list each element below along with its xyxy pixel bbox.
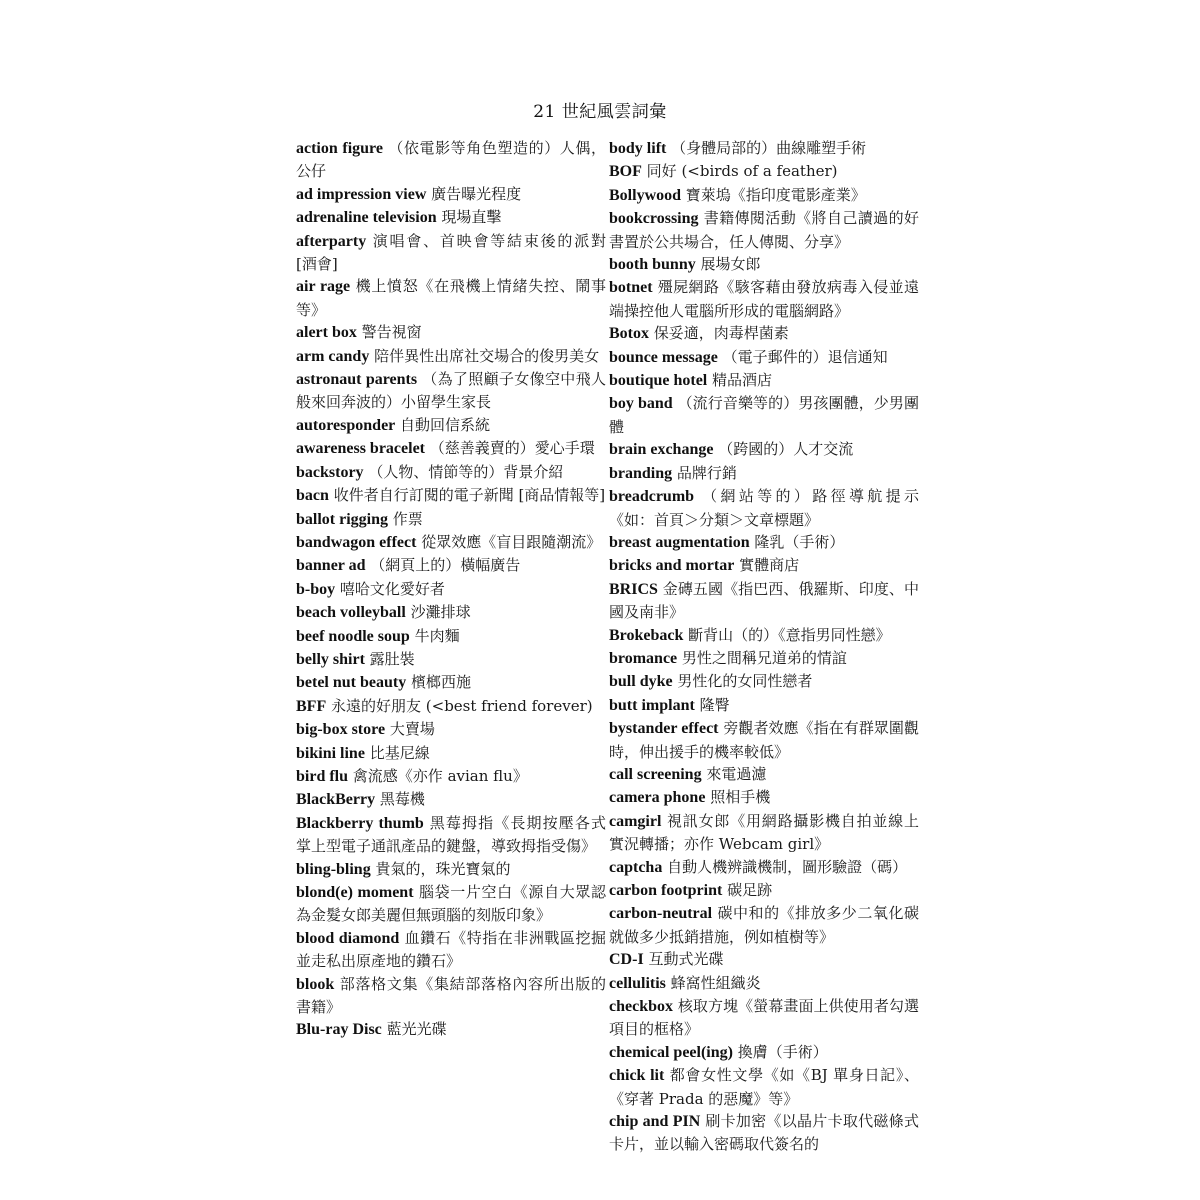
entry-gloss: （網站等的）路徑導航提示《如：首頁＞分類＞文章標題》: [609, 487, 919, 529]
entry-headword: adrenaline television: [296, 209, 437, 227]
entry-headword: blond(e) moment: [296, 884, 414, 901]
entry-headword: BlackBerry: [296, 791, 376, 809]
dictionary-entry: [609, 879, 919, 902]
entry-headword: betel nut beauty: [296, 674, 407, 692]
entry-headword: body lift: [609, 140, 667, 157]
entry-gloss: 禽流感《亦作 avian flu》: [352, 766, 528, 785]
entry-gloss: 警告視窗: [361, 323, 422, 342]
entry-headword: BFF: [296, 697, 327, 715]
entry-headword: ballot rigging: [296, 510, 389, 528]
dictionary-entry: [296, 230, 606, 276]
dictionary-entry: [296, 206, 606, 229]
dictionary-entry: [609, 717, 919, 763]
dictionary-entry: [296, 484, 606, 507]
entry-gloss: 部落格文集《集結部落格內容所出版的書籍》: [296, 974, 606, 1017]
entry-gloss: （網頁上的）橫幅廣告: [370, 556, 521, 575]
entry-gloss: （身體局部的）曲線雕塑手術: [671, 139, 867, 157]
entry-headword: Blu-ray Disc: [296, 1021, 382, 1039]
dictionary-entry: [609, 438, 919, 461]
dictionary-entry: [609, 902, 919, 948]
dictionary-entry: [609, 346, 919, 369]
entry-gloss: 機上憤怒《在飛機上情緒失控、鬧事等》: [296, 277, 606, 319]
entry-gloss: 來電過濾: [706, 764, 767, 783]
dictionary-entry: [296, 788, 606, 811]
dictionary-entry: [609, 948, 919, 971]
entry-gloss: 檳榔西施: [411, 673, 472, 692]
dictionary-entry: [609, 972, 919, 995]
dictionary-entry: [609, 810, 919, 856]
entry-headword: bookcrossing: [609, 210, 699, 228]
entry-headword: BOF: [609, 163, 642, 181]
dictionary-entry: [609, 531, 919, 554]
entry-headword: camgirl: [609, 812, 662, 830]
entry-headword: booth bunny: [609, 256, 696, 274]
entry-headword: call screening: [609, 765, 702, 783]
entry-headword: bacn: [296, 487, 329, 505]
dictionary-entry: [609, 392, 919, 438]
entry-headword: breadcrumb: [609, 488, 695, 506]
entry-gloss: 男性化的女同性戀者: [677, 672, 813, 691]
dictionary-entry: [296, 345, 606, 368]
entry-gloss: 黑莓拇指《長期按壓各式掌上型電子通訊產品的鍵盤，導致拇指受傷》: [296, 813, 606, 856]
right-column: [609, 137, 919, 1156]
entry-headword: autoresponder: [296, 416, 396, 434]
dictionary-entry: [296, 508, 606, 531]
entry-gloss: 隆臀: [699, 695, 730, 714]
entry-headword: Bollywood: [609, 186, 682, 204]
dictionary-entry: [609, 995, 919, 1041]
entry-headword: awareness bracelet: [296, 440, 425, 458]
dictionary-entry: [609, 694, 919, 717]
entry-headword: blook: [296, 975, 335, 993]
dictionary-entry: [609, 276, 919, 322]
entry-headword: bikini line: [296, 744, 365, 762]
dictionary-entry: [609, 856, 919, 879]
dictionary-entry: [296, 648, 606, 671]
entry-headword: boy band: [609, 395, 673, 413]
entry-headword: brain exchange: [609, 441, 714, 459]
dictionary-entry: [609, 578, 919, 624]
entry-gloss: 永遠的好朋友 (<best friend forever): [331, 696, 593, 715]
entry-headword: checkbox: [609, 998, 673, 1016]
dictionary-entry: [296, 531, 606, 554]
entry-headword: ad impression view: [296, 185, 427, 203]
entry-headword: bling-bling: [296, 860, 371, 878]
dictionary-entry: [296, 321, 606, 344]
dictionary-entry: [296, 858, 606, 881]
dictionary-entry: [609, 1064, 919, 1110]
entry-gloss: 隆乳（手術）: [754, 532, 845, 551]
entry-headword: botnet: [609, 279, 653, 297]
dictionary-entry: [609, 1110, 919, 1156]
entry-gloss: 碳足跡: [727, 881, 773, 899]
dictionary-entry: [609, 647, 919, 670]
entry-gloss: 書籍傳閱活動《將自己讀過的好書置於公共場合，任人傳閱、分享》: [609, 209, 919, 251]
entry-gloss: 沙灘排球: [410, 603, 471, 622]
entry-headword: cellulitis: [609, 974, 666, 992]
entry-headword: captcha: [609, 858, 663, 876]
entry-gloss: 陪伴異性出席社交場合的俊男美女: [374, 346, 600, 365]
dictionary-entry: [296, 973, 606, 1019]
entry-gloss: 男性之間稱兄道弟的情誼: [681, 648, 847, 667]
entry-headword: arm candy: [296, 347, 370, 365]
entry-gloss: 自動回信系統: [400, 415, 491, 434]
entry-headword: blood diamond: [296, 929, 400, 947]
entry-headword: astronaut parents: [296, 371, 418, 389]
entry-gloss: 核取方塊《螢幕畫面上供使用者勾選項目的框格》: [609, 997, 919, 1039]
entry-gloss: 藍光光碟: [386, 1020, 447, 1039]
dictionary-entry: [609, 322, 919, 345]
entry-gloss: 演唱會、首映會等結束後的派對 [酒會]: [296, 231, 606, 274]
entry-gloss: （人物、情節等的）背景介紹: [368, 462, 564, 481]
dictionary-entry: [296, 625, 606, 648]
entry-gloss: 血鑽石《特指在非洲戰區挖掘並走私出原產地的鑽石》: [296, 928, 606, 971]
entry-headword: bird flu: [296, 767, 349, 785]
entry-headword: bounce message: [609, 348, 718, 366]
dictionary-entry: [296, 437, 606, 460]
entry-gloss: 比基尼線: [369, 743, 430, 762]
entry-headword: breast augmentation: [609, 533, 750, 551]
entry-headword: chick lit: [609, 1067, 665, 1085]
dictionary-entry: [609, 137, 919, 160]
entry-headword: carbon footprint: [609, 882, 723, 899]
entry-headword: big-box store: [296, 721, 386, 739]
dictionary-entry: [609, 554, 919, 577]
dictionary-entry: [296, 812, 606, 858]
entry-gloss: （電子郵件的）退信通知: [722, 347, 888, 366]
entry-headword: CD-I: [609, 951, 644, 969]
entry-gloss: （為了照顧子女像空中飛人般來回奔波的）小留學生家長: [296, 370, 606, 412]
entry-gloss: 實體商店: [739, 556, 800, 575]
entry-headword: branding: [609, 464, 673, 482]
entry-headword: banner ad: [296, 557, 366, 575]
entry-gloss: 精品酒店: [712, 371, 773, 390]
entry-gloss: 展場女郎: [700, 255, 761, 274]
entry-headword: action figure: [296, 140, 383, 157]
entry-headword: Brokeback: [609, 626, 684, 644]
entry-headword: carbon-neutral: [609, 905, 713, 923]
dictionary-entry: [296, 414, 606, 437]
entry-gloss: 腦袋一片空白《源自大眾認為金髮女郎美麗但無頭腦的刻版印象》: [296, 883, 606, 925]
entry-gloss: （跨國的）人才交流: [718, 440, 854, 459]
entry-gloss: 現場直擊: [441, 208, 502, 227]
entry-headword: bandwagon effect: [296, 533, 417, 551]
entry-gloss: （依電影等角色塑造的）人偶，公仔: [296, 139, 606, 181]
entry-gloss: 自動人機辨識機制，圖形驗證（碼）: [667, 857, 908, 876]
dictionary-entry: [296, 742, 606, 765]
dictionary-entry: [609, 624, 919, 647]
entry-gloss: 寶萊塢《指印度電影產業》: [685, 185, 866, 204]
entry-headword: BRICS: [609, 580, 658, 598]
entry-gloss: 作票: [392, 509, 423, 528]
entry-gloss: 廣告曝光程度: [431, 184, 522, 203]
entry-headword: bystander effect: [609, 720, 719, 738]
entry-gloss: 黑莓機: [379, 790, 425, 809]
entry-gloss: （慈善義賣的）愛心手環: [429, 439, 595, 458]
entry-headword: beef noodle soup: [296, 627, 410, 645]
entry-gloss: 殭屍網路《駭客藉由發放病毒入侵並遠端操控他人電腦所形成的電腦網路》: [609, 278, 919, 320]
dictionary-entry: [609, 184, 919, 207]
entry-gloss: 金磚五國《指巴西、俄羅斯、印度、中國及南非》: [609, 579, 919, 622]
dictionary-entry: [609, 763, 919, 786]
entry-gloss: 貴氣的，珠光寶氣的: [375, 859, 511, 878]
entry-headword: backstory: [296, 463, 364, 481]
entry-gloss: 照相手機: [710, 788, 771, 807]
dictionary-entry: [296, 554, 606, 577]
entry-gloss: 露肚裝: [369, 649, 415, 668]
left-column: [296, 137, 606, 1042]
dictionary-entry: [609, 670, 919, 693]
dictionary-entry: [296, 183, 606, 206]
entry-headword: chemical peel(ing): [609, 1043, 733, 1061]
entry-headword: Blackberry thumb: [296, 814, 424, 832]
entry-gloss: 蜂窩性組織炎: [670, 973, 761, 992]
dictionary-entry: [609, 786, 919, 809]
entry-headword: bull dyke: [609, 673, 673, 691]
dictionary-entry: [296, 137, 606, 183]
entry-gloss: 旁觀者效應《指在有群眾圍觀時，伸出援手的機率較低》: [609, 719, 919, 761]
entry-gloss: 都會女性文學《如《BJ 單身日記》、《穿著 Prada 的惡魔》等》: [609, 1066, 919, 1108]
entry-headword: camera phone: [609, 789, 706, 807]
entry-gloss: 視訊女郎《用網路攝影機自拍並線上實況轉播；亦作 Webcam girl》: [609, 811, 919, 854]
entry-headword: beach volleyball: [296, 604, 406, 622]
entry-headword: chip and PIN: [609, 1113, 701, 1131]
entry-gloss: 從眾效應《盲目跟隨潮流》: [421, 532, 602, 551]
dictionary-entry: [609, 485, 919, 531]
entry-headword: afterparty: [296, 232, 367, 250]
entry-headword: butt implant: [609, 696, 695, 714]
entry-headword: belly shirt: [296, 650, 365, 668]
dictionary-entry: [609, 462, 919, 485]
dictionary-entry: [296, 601, 606, 624]
entry-gloss: 牛肉麵: [414, 626, 460, 645]
entry-headword: alert box: [296, 324, 357, 342]
entry-headword: air rage: [296, 278, 351, 296]
entry-gloss: 互動式光碟: [648, 950, 724, 969]
dictionary-entry: [609, 160, 919, 183]
dictionary-entry: [609, 369, 919, 392]
dictionary-entry: [609, 253, 919, 276]
entry-gloss: 碳中和的《排放多少二氧化碳就做多少抵銷措施，例如植樹等》: [609, 904, 919, 946]
dictionary-entry: [296, 718, 606, 741]
entry-gloss: （流行音樂等的）男孩團體，少男團體: [609, 394, 919, 436]
dictionary-entry: [296, 927, 606, 973]
dictionary-entry: [296, 275, 606, 321]
dictionary-entry: [296, 881, 606, 927]
dictionary-entry: [296, 695, 606, 718]
dictionary-entry: [609, 207, 919, 253]
entry-gloss: 嘻哈文化愛好者: [339, 579, 445, 598]
entry-gloss: 大賣場: [389, 720, 435, 739]
entry-gloss: 同好 (<birds of a feather): [646, 162, 838, 181]
entry-gloss: 收件者自行訂閱的電子新聞 [商品情報等]: [333, 486, 606, 505]
entry-headword: boutique hotel: [609, 372, 708, 390]
entry-gloss: 斷背山（的）《意指男同性戀》: [688, 625, 891, 644]
dictionary-entry: [296, 578, 606, 601]
entry-gloss: 品牌行銷: [676, 463, 737, 482]
entry-headword: bricks and mortar: [609, 557, 735, 575]
entry-gloss: 保妥適，肉毒桿菌素: [653, 324, 789, 343]
entry-gloss: 刷卡加密《以晶片卡取代磁條式卡片，並以輸入密碼取代簽名的: [609, 1112, 919, 1154]
entry-gloss: 換膚（手術）: [737, 1042, 828, 1061]
dictionary-entry: [609, 1041, 919, 1064]
dictionary-entry: [296, 671, 606, 694]
dictionary-entry: [296, 1018, 606, 1041]
running-head: 21 世紀風雲詞彙: [533, 102, 667, 122]
entry-headword: b-boy: [296, 580, 336, 598]
entry-headword: bromance: [609, 649, 678, 667]
entry-headword: Botox: [609, 325, 649, 343]
dictionary-entry: [296, 461, 606, 484]
dictionary-entry: [296, 765, 606, 788]
dictionary-entry: [296, 368, 606, 414]
